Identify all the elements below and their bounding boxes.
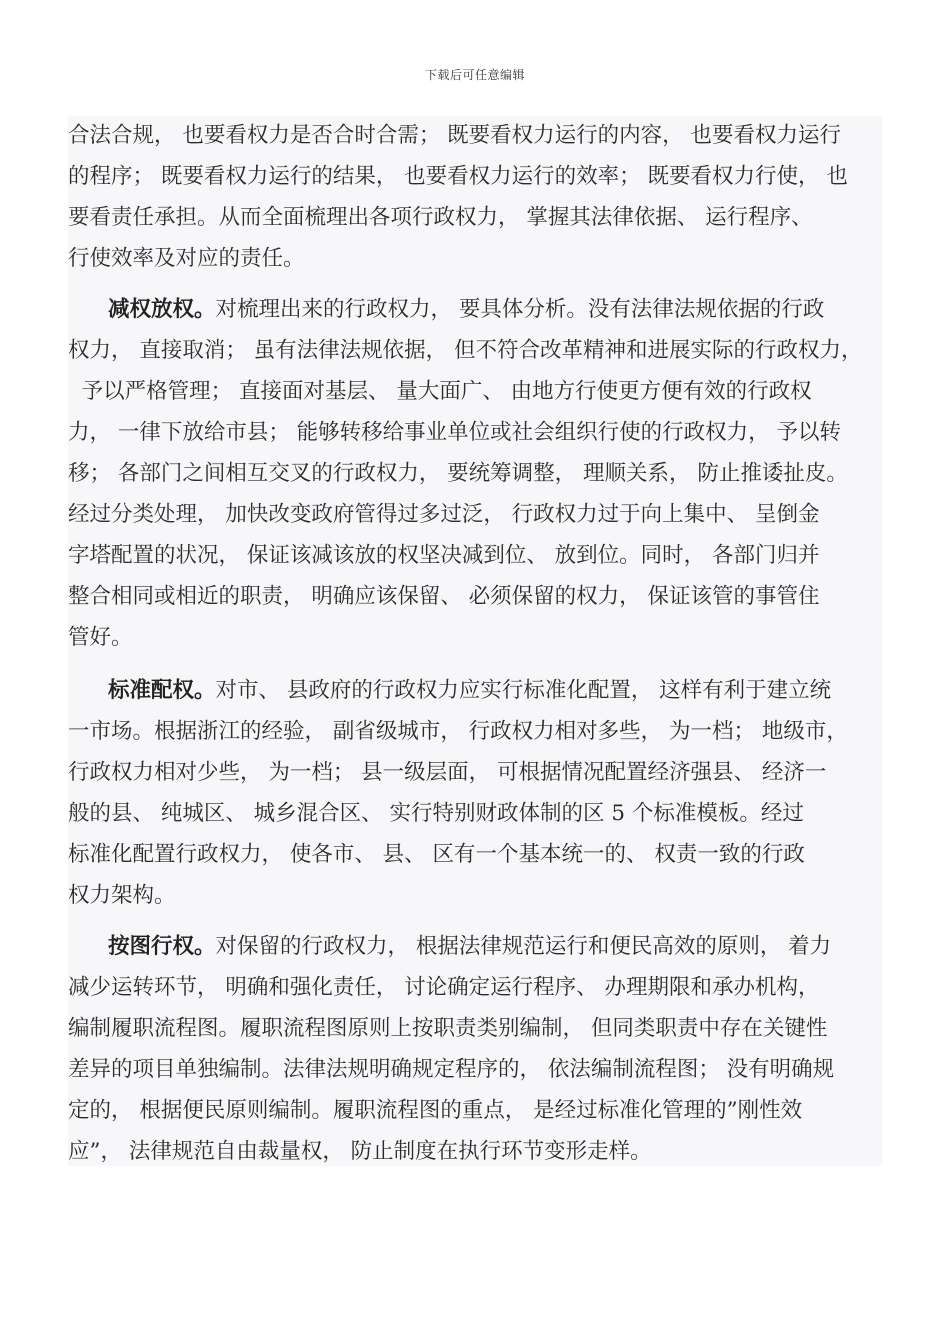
text-span: 对梳理出来的行政权力， 要具体分析。没有法律法规依据的行政 [215, 297, 825, 322]
text-span: 对保留的行政权力， 根据法律规范运行和便民高效的原则， 着力 [215, 934, 832, 959]
document-body [68, 116, 882, 1166]
text-span: 对市、 县政府的行政权力应实行标准化配置， 这样有利于建立统 [215, 678, 832, 703]
text-line: 力， 一律下放给市县； 能够转移给事业单位或社会组织行使的行政权力， 予以转 [68, 420, 842, 445]
text-line: 应”， 法律规范自由裁量权， 防止制度在执行环节变形走样。 [68, 1139, 652, 1164]
text-line: 行政权力相对少些， 为一档； 县一级层面， 可根据情况配置经济强县、 经济一 [68, 760, 827, 785]
text-line: 行使效率及对应的责任。 [68, 246, 305, 271]
text-line: 整合相同或相近的职责， 明确应该保留、 必须保留的权力， 保证该管的事管住 [68, 584, 820, 609]
paragraph-first-line [108, 932, 831, 962]
text-line: 要看责任承担。从而全面梳理出各项行政权力， 掌握其法律依据、 运行程序、 [68, 205, 813, 230]
text-line: 权力， 直接取消； 虽有法律法规依据， 但不符合改革精神和进展实际的行政权力， [68, 338, 863, 363]
text-line: 编制履职流程图。履职流程图原则上按职责类别编制， 但同类职责中存在关键性 [68, 1016, 828, 1041]
text-line: 权力架构。 [68, 883, 176, 908]
text-line: 差异的项目单独编制。法律法规明确规定程序的， 依法编制流程图； 没有明确规 [68, 1057, 835, 1082]
text-line: 予以严格管理； 直接面对基层、 量大面广、 由地方行使更方便有效的行政权 [68, 379, 812, 404]
text-line: 定的， 根据便民原则编制。履职流程图的重点， 是经过标准化管理的”刚性效 [68, 1098, 803, 1123]
paragraph-heading: 按图行权。 [108, 934, 216, 959]
text-line: 的程序； 既要看权力运行的结果， 也要看权力运行的效率； 既要看权力行使， 也 [68, 164, 848, 189]
text-line: 合法合规， 也要看权力是否合时合需； 既要看权力运行的内容， 也要看权力运行 [68, 123, 842, 148]
paragraph-first-line [108, 295, 824, 325]
text-line: 字塔配置的状况， 保证该减该放的权坚决减到位、 放到位。同时， 各部门归并 [68, 543, 820, 568]
page-header-note: 下载后可任意编辑 [424, 68, 525, 82]
text-line: 减少运转环节， 明确和强化责任， 讨论确定运行程序、 办理期限和承办机构， [68, 975, 820, 1000]
text-line: 标准化配置行政权力， 使各市、 县、 区有一个基本统一的、 权责一致的行政 [68, 842, 805, 867]
text-line: 般的县、 纯城区、 城乡混合区、 实行特别财政体制的区 5 个标准模板。经过 [68, 801, 804, 826]
text-line: 一市场。根据浙江的经验， 副省级城市， 行政权力相对多些， 为一档； 地级市， [68, 719, 848, 744]
text-line: 移； 各部门之间相互交叉的行政权力， 要统筹调整， 理顺关系， 防止推诿扯皮。 [68, 461, 848, 486]
paragraph-first-line [108, 676, 831, 706]
paragraph-heading: 标准配权。 [108, 678, 216, 703]
paragraph-heading: 减权放权。 [108, 297, 216, 322]
text-line: 经过分类处理， 加快改变政府管得过多过泛， 行政权力过于向上集中、 呈倒金 [68, 502, 820, 527]
text-line: 管好。 [68, 625, 133, 650]
